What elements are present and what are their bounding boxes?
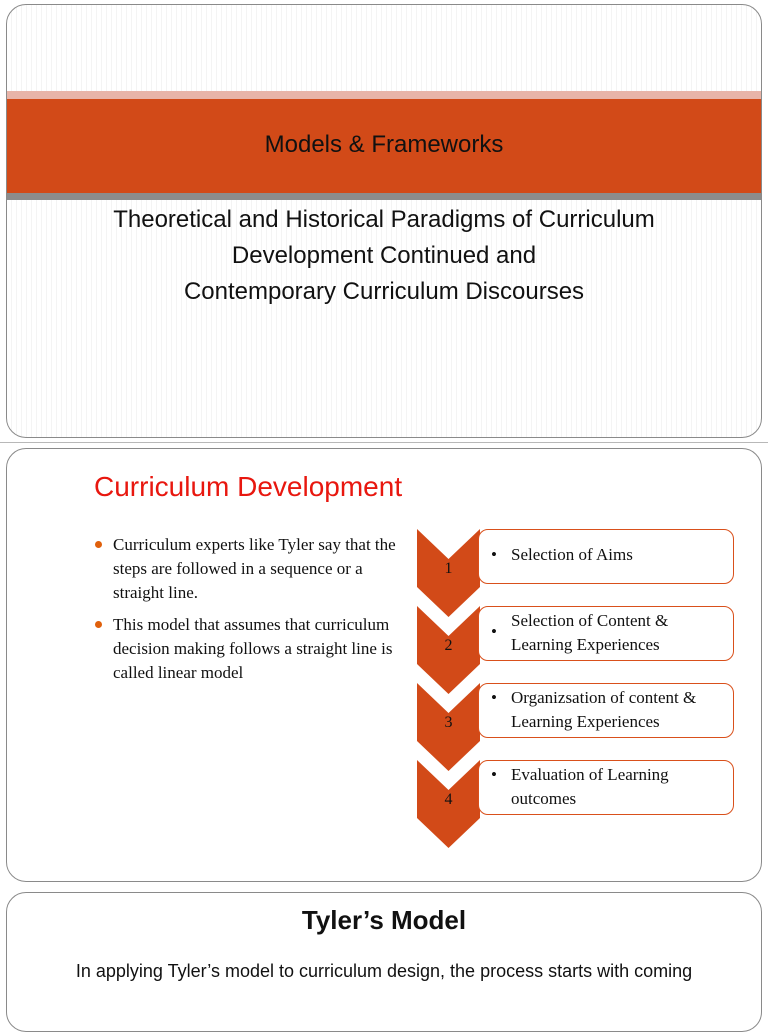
slide-divider: [0, 442, 768, 443]
step-chevron-3: [417, 683, 480, 771]
subtitle-line: Contemporary Curriculum Discourses: [183, 278, 585, 305]
bullet-text: Curriculum experts like Tyler say that the steps are followed in a sequence or a straight line.: [113, 535, 396, 602]
step-text: Organizsation of content & Learning Experiences: [511, 688, 697, 731]
slide-heading: Curriculum Development: [94, 471, 403, 502]
step-text: Selection of Content & Learning Experiences: [511, 611, 669, 654]
bullet-list: [93, 533, 403, 693]
bullet-dot-icon: [95, 541, 102, 548]
step-bullet: •: [491, 545, 497, 564]
step-number: 4: [444, 791, 453, 808]
step-text: Selection of Aims: [511, 545, 633, 564]
step-bullet: •: [491, 622, 497, 641]
step-chevron-2: [417, 606, 480, 694]
slide-subtitle: [7, 202, 761, 310]
step-number: 3: [444, 714, 453, 731]
bullet-item: [93, 613, 403, 685]
step-bullet: •: [491, 765, 497, 784]
subtitle-line: Development Continued and: [231, 242, 537, 269]
bullet-text: This model that assumes that curriculum decision making follows a straight line is called linear model: [113, 615, 393, 682]
step-bullet: •: [491, 688, 497, 707]
step-number: 2: [444, 637, 453, 654]
bullet-dot-icon: [95, 621, 102, 628]
slide-title: Models & Frameworks: [264, 131, 504, 158]
tylers-model-slide: [6, 892, 762, 1032]
bullet-item: [93, 533, 403, 605]
title-band-accent: [7, 91, 761, 99]
step-text: Evaluation of Learning outcomes: [511, 765, 669, 808]
step-box-2: [478, 606, 734, 661]
slide-body-text: In applying Tyler’s model to curriculum design, the process starts with coming: [75, 961, 693, 981]
step-box-3: [478, 683, 734, 738]
curriculum-development-slide: [6, 448, 762, 882]
slide-title: Tyler’s Model: [301, 905, 467, 935]
title-slide: [6, 4, 762, 438]
step-chevron-4: [417, 760, 480, 848]
step-chevron-1: [417, 529, 480, 617]
subtitle-line: Theoretical and Historical Paradigms of Curriculum: [113, 206, 655, 233]
step-box-1: [478, 529, 734, 584]
step-number: 1: [444, 560, 453, 577]
title-band-shadow: [7, 193, 761, 200]
step-box-4: [478, 760, 734, 815]
